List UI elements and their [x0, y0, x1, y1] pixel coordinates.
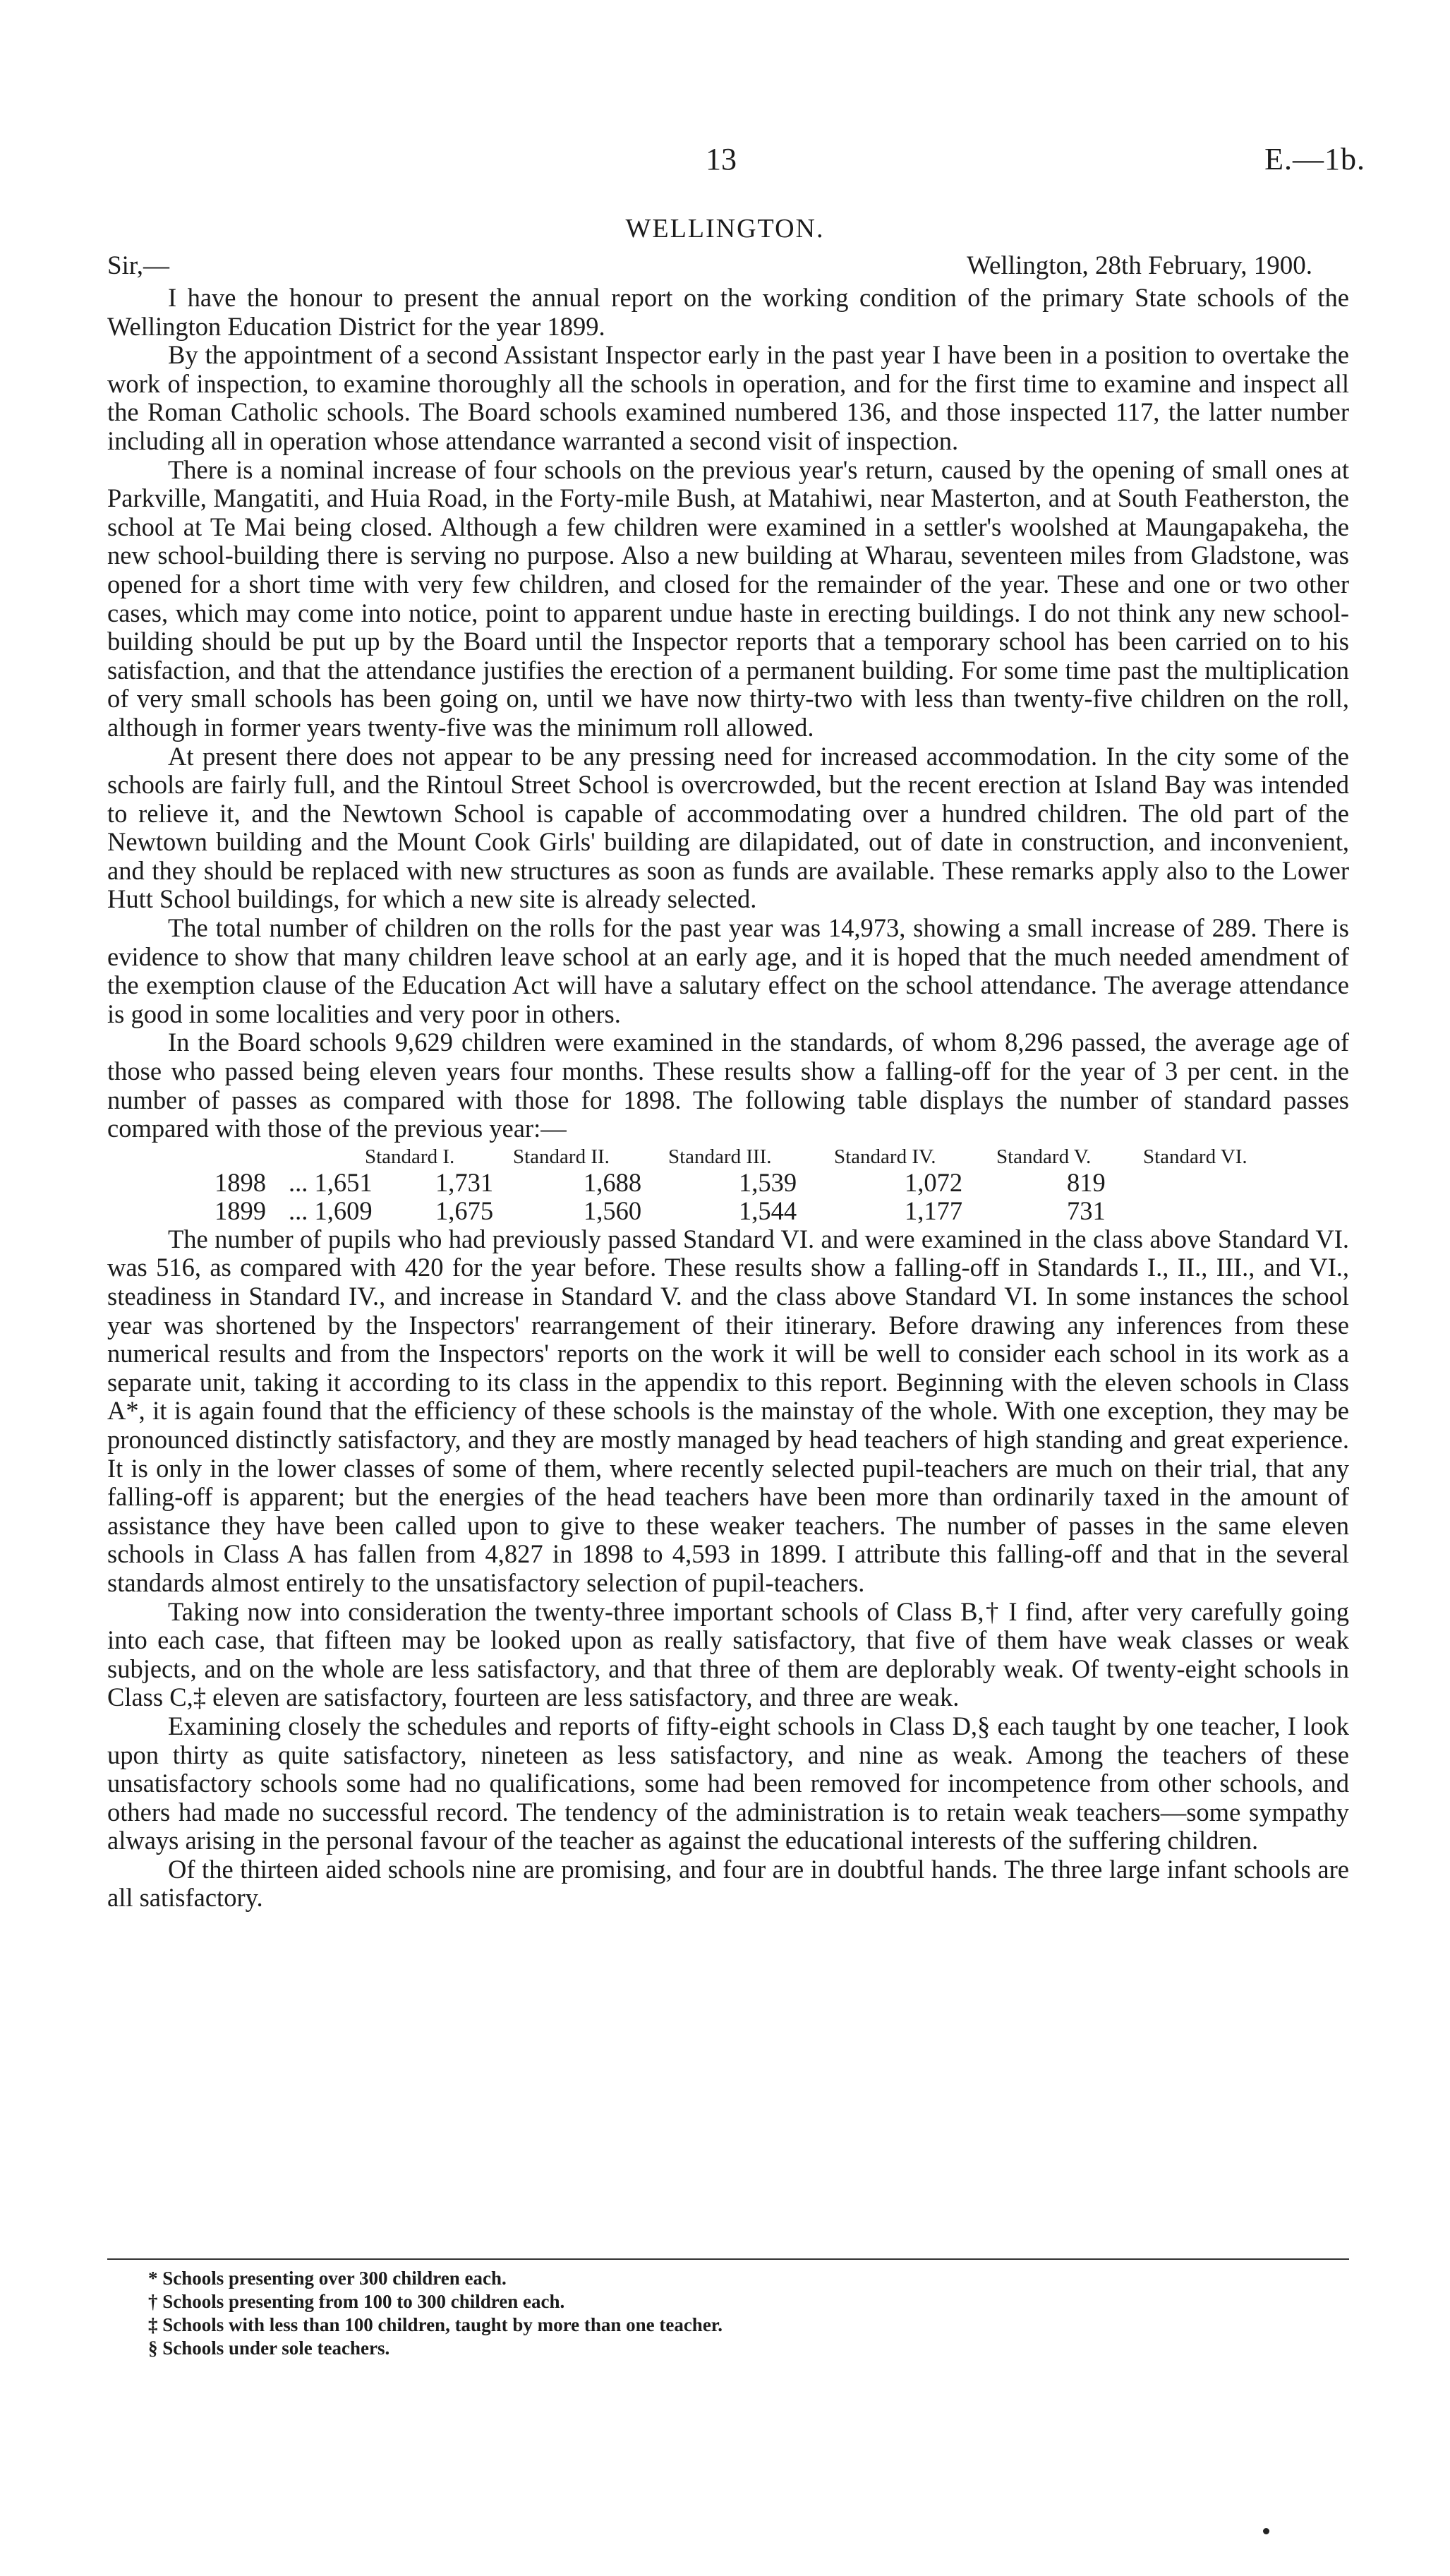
salutation: Sir,— — [107, 251, 169, 280]
table-row — [107, 1197, 1349, 1225]
paragraph: There is a nominal increase of four schools on the previous year's return, caused by the opening of small ones at Parkville, Mangatiti, and Huia Road, in the Forty-mile Bush, at Matahiwi, near Masterton, and at South Featherston, the school at Te Mai being closed. Although a few children were examined in a settler's woolshed at Maungapakeha, the new school-building there is serving no purpose. Also a new building at Wharau, seventeen miles from Gladstone, was opened for a short time with very few children, and closed for the remainder of the year. These and one or two other cases, which may come into notice, point to apparent undue haste in erecting buildings. I do not think any new school-building should be put up by the Board until the Inspector reports that a temporary school has been carried on to his satisfaction, and that the attendance justifies the erection of a permanent building. For some time past the multiplication of very small schools has been going on, until we have now thirty-two with less than twenty-five children on the roll, although in former years twenty-five was the minimum roll allowed. — [107, 455, 1349, 742]
table-cell: 1,177 — [905, 1196, 963, 1225]
paragraph: I have the honour to present the annual report on the working condition of the primary State schools of the Wellington Education District for the year 1899. — [107, 283, 1349, 341]
footnote: § Schools under sole teachers. — [148, 2337, 390, 2359]
document-reference: E.—1b. — [1264, 142, 1365, 176]
page-number: 13 — [706, 142, 737, 176]
paragraph: Of the thirteen aided schools nine are promising, and four are in doubtful hands. The three large infant schools are all satisfactory. — [107, 1854, 1349, 1913]
table-row — [107, 1169, 1349, 1197]
table-header-cell: Standard I. — [365, 1145, 455, 1168]
footnote: * Schools presenting over 300 children each. — [148, 2268, 507, 2289]
table-cell: 1,688 — [584, 1167, 642, 1197]
table-row-year: 1898 — [215, 1167, 266, 1197]
standards-passes-table — [107, 1145, 1349, 1225]
table-header-cell: Standard V. — [996, 1145, 1092, 1168]
table-cell: 1,560 — [584, 1196, 642, 1225]
dateline: Wellington, 28th February, 1900. — [967, 251, 1312, 280]
table-cell: 1,544 — [739, 1196, 797, 1225]
table-cell — [289, 1197, 435, 1225]
table-row-year: 1899 — [215, 1196, 266, 1225]
table-value: 1,651 — [314, 1167, 373, 1197]
table-leader: ... — [289, 1196, 308, 1225]
table-cell: 1,072 — [905, 1167, 963, 1197]
table-cell: 1,675 — [435, 1196, 494, 1225]
paragraph: Examining closely the schedules and reports of fifty-eight schools in Class D,§ each taught by one teacher, I look upon thirty as quite satisfactory, nineteen as less satisfactory, and nine as weak. Among the teachers of these unsatisfactory schools some had no qualifications, some had been removed for incompetence from other schools, and others had made no successful record. The tendency of the administration is to retain weak teachers—some sympathy always arising in the personal favour of the teacher as against the educational interests of the suffering children. — [107, 1711, 1349, 1855]
table-header-cell: Standard III. — [668, 1145, 772, 1168]
table-header-row — [107, 1145, 1349, 1169]
table-value: 1,609 — [314, 1196, 373, 1225]
paragraph: The total number of children on the rolls for the past year was 14,973, showing a small increase of 289. There is evidence to show that many children leave school at an early age, and it is hoped that the much needed amendment of the exemption clause of the Education Act will have a salutary effect on the school attendance. The average attendance is good in some localities and very poor in others. — [107, 913, 1349, 1028]
report-body — [107, 284, 1349, 1913]
paragraph: The number of pupils who had previously passed Standard VI. and were examined in the class above Standard VI. was 516, as compared with 420 for the year before. These results show a falling-off in Standards I., II., III., and VI., steadiness in Standard IV., and increase in Standard V. and the class above Standard VI. In some instances the school year was shortened by the Inspectors' rearrangement of their itinerary. Before drawing any inferences from these numerical results and from the Inspectors' reports on the work it will be well to consider each school in its work as a separate unit, taking it according to its class in the appendix to this report. Beginning with the eleven schools in Class A*, it is again found that the efficiency of these schools is the mainstay of the whole. With one exception, they may be pronounced distinctly satisfactory, and they are mostly managed by head teachers of high standing and great experience. It is only in the lower classes of some of them, where recently selected pupil-teachers are much on their trial, that any falling-off is apparent; but the energies of the head teachers have been more than ordinarily taxed in the amount of assistance they have been called upon to give to these weaker teachers. The number of passes in the same eleven schools in Class A has fallen from 4,827 in 1898 to 4,593 in 1899. I attribute this falling-off and that in the several standards almost entirely to the unsatisfactory selection of pupil-teachers. — [107, 1224, 1349, 1597]
print-mark — [1263, 2528, 1269, 2534]
table-header-cell: Standard II. — [513, 1145, 610, 1168]
table-header-cell: Standard IV. — [834, 1145, 936, 1168]
paragraph: By the appointment of a second Assistant Inspector early in the past year I have been in a position to overtake the work of inspection, to examine thoroughly all the schools in operation, and for the first time to examine and inspect all the Roman Catholic schools. The Board schools examined numbered 136, and those inspected 117, the latter number including all in operation whose attendance warranted a second visit of inspection. — [107, 340, 1349, 455]
paragraph: Taking now into consideration the twenty-three important schools of Class B,† I find, after very carefully going into each case, that fifteen may be looked upon as really satisfactory, that five of them have weak classes or weak subjects, and on the whole are less satisfactory, and that three of them are deplorably weak. Of twenty-eight schools in Class C,‡ eleven are satisfactory, fourteen are less satisfactory, and three are weak. — [107, 1596, 1349, 1712]
table-cell: 1,731 — [435, 1167, 494, 1197]
table-cell: 819 — [1067, 1167, 1106, 1197]
paragraph: At present there does not appear to be any pressing need for increased accommodation. In the city some of the schools are fairly full, and the Rintoul Street School is overcrowded, but the recent erection at Island Bay was intended to relieve it, and the Newtown School is capable of accommodating over a hundred children. The old part of the Newtown building and the Mount Cook Girls' building are dilapidated, out of date in construction, and inconvenient, and they should be replaced with new structures as soon as funds are available. These remarks apply also to the Lower Hutt School buildings, for which a new site is already selected. — [107, 741, 1349, 914]
table-cell — [289, 1169, 435, 1197]
footnotes — [148, 2267, 723, 2360]
paragraph: In the Board schools 9,629 children were examined in the standards, of whom 8,296 passed, the average age of those who passed being eleven years four months. These results show a falling-off for the year of 3 per cent. in the number of passes as compared with those for 1898. The following table displays the number of standard passes compared with those of the previous year:— — [107, 1028, 1349, 1143]
table-cell: 1,539 — [739, 1167, 797, 1197]
table-leader: ... — [289, 1167, 308, 1197]
footnote: ‡ Schools with less than 100 children, taught by more than one teacher. — [148, 2314, 723, 2335]
report-title: WELLINGTON. — [625, 214, 825, 243]
table-header-cell: Standard VI. — [1143, 1145, 1247, 1168]
footnote: † Schools presenting from 100 to 300 children each. — [148, 2291, 565, 2312]
table-cell: 731 — [1067, 1196, 1106, 1225]
footnote-divider — [107, 2258, 1349, 2260]
